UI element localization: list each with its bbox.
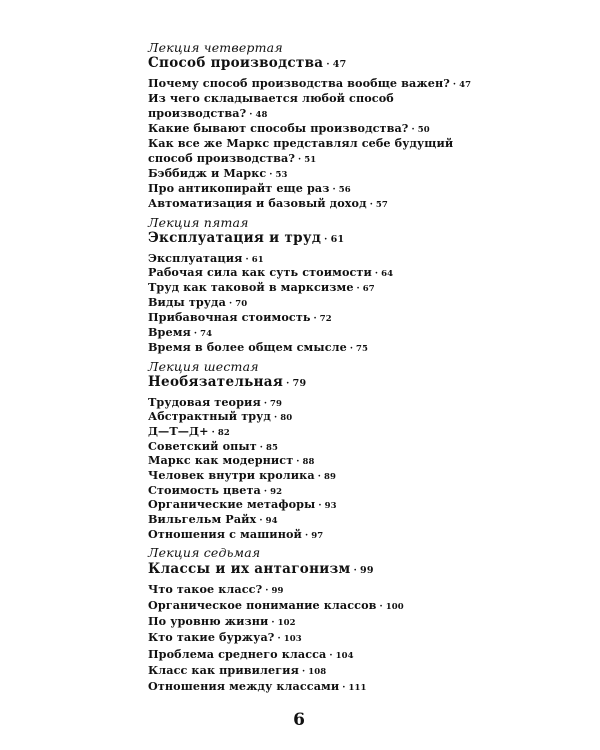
separator-dot: · [249, 109, 253, 120]
separator-dot: · [265, 585, 269, 596]
separator-dot: · [245, 254, 249, 265]
toc-entry-text: Почему способ производства вообще важен? [148, 75, 450, 90]
page-ref: 100 [385, 601, 404, 612]
separator-dot: · [452, 79, 457, 90]
page-ref: 88 [302, 457, 315, 468]
lecture-label: Лекция шестая [148, 358, 259, 374]
toc-entry-text: Отношения между классами [148, 679, 340, 694]
separator-dot: · [259, 516, 263, 527]
toc-entry-text: Время [148, 325, 191, 339]
toc-entry [148, 598, 404, 615]
toc-entry-text: Рабочая сила как суть стоимости [148, 265, 372, 280]
separator-dot: · [313, 314, 317, 325]
page-ref: 61 [251, 254, 264, 265]
page-ref: 48 [255, 109, 268, 120]
separator-dot: · [263, 486, 268, 497]
separator-dot: · [411, 124, 415, 135]
page-ref: 99 [360, 565, 374, 576]
lecture-label: Лекция пятая [148, 214, 249, 230]
page-ref: 56 [338, 185, 351, 196]
toc-entry-text: Прибавочная стоимость [148, 310, 311, 325]
separator-dot: · [329, 650, 333, 661]
toc-entry [148, 136, 453, 168]
lecture-title [148, 230, 344, 248]
toc-entry [148, 582, 284, 599]
toc-entry-text: Из чего складывается любой способ производства? [148, 90, 394, 120]
toc-entry-text: Класс как привилегия [148, 663, 299, 677]
toc-entry-text: Отношения с машиной [148, 526, 302, 541]
separator-dot: · [324, 235, 328, 245]
page-ref: 104 [335, 650, 354, 661]
toc-entry-text: Бэббидж и Маркс [148, 166, 267, 181]
separator-dot: · [263, 398, 268, 409]
lecture-title [148, 374, 306, 392]
separator-dot: · [211, 427, 215, 438]
toc-entry [148, 630, 302, 647]
page-ref: 85 [266, 442, 279, 453]
toc-entry-text: Кто такие буржуа? [148, 630, 275, 645]
page-ref: 79 [292, 378, 307, 389]
separator-dot: · [332, 185, 336, 196]
toc-entry-text: Проблема среднего класса [148, 646, 327, 661]
page-ref: 82 [217, 427, 230, 438]
separator-dot: · [317, 472, 321, 482]
separator-dot: · [273, 413, 278, 424]
lecture-label: Лекция седьмая [148, 544, 261, 560]
lecture-title-text: Способ производства [148, 55, 324, 71]
separator-dot: · [374, 269, 379, 280]
separator-dot: · [326, 60, 330, 70]
page-ref: 72 [319, 314, 332, 325]
page-ref: 51 [304, 154, 317, 165]
separator-dot: · [318, 501, 322, 512]
toc-entry-text: По уровню жизни [148, 614, 269, 629]
toc-entry-text: Трудовая теория [148, 394, 261, 409]
separator-dot: · [271, 618, 275, 629]
toc-entry-text: Эксплуатация [148, 250, 243, 265]
separator-dot: · [269, 170, 273, 181]
page-ref: 70 [235, 299, 248, 310]
separator-dot: · [356, 284, 360, 295]
toc-entry-text: Человек внутри кролика [148, 468, 315, 482]
toc-entry-text: Вильгельм Райх [148, 512, 257, 527]
toc-entry-text: Что такое класс? [148, 581, 263, 596]
page-ref: 102 [277, 618, 296, 629]
toc-entry-text: Труд как таковой в марксизме [148, 280, 354, 295]
separator-dot: · [379, 601, 383, 612]
page-ref: 64 [381, 269, 394, 280]
page-number: 6 [293, 710, 305, 730]
lecture-label: Лекция четвертая [148, 39, 283, 55]
lecture-title [148, 55, 347, 73]
separator-dot: · [369, 200, 373, 211]
page-ref: 80 [280, 413, 293, 424]
toc-entry-text: Про антикопирайт еще раз [148, 181, 330, 196]
separator-dot: · [286, 379, 290, 389]
toc-entry [148, 647, 354, 664]
page-ref: 53 [275, 170, 288, 181]
page-ref: 89 [323, 472, 336, 482]
toc-entry-text: Виды труда [148, 295, 226, 310]
page-ref: 111 [348, 683, 367, 694]
separator-dot: · [193, 329, 198, 339]
lecture-title-text: Необязательная [148, 374, 284, 390]
lecture-title-text: Эксплуатация и труд [148, 230, 322, 246]
page-ref: 97 [311, 530, 324, 541]
separator-dot: · [304, 530, 309, 541]
page-ref: 61 [330, 234, 345, 245]
toc-entry-text: Время в более общем смысле [148, 339, 347, 354]
lecture-title [148, 561, 374, 579]
page-ref: 57 [375, 200, 388, 211]
toc-entry [148, 91, 394, 123]
separator-dot: · [353, 566, 357, 576]
separator-dot: · [259, 442, 264, 453]
toc-entry [148, 663, 326, 680]
page-ref: 79 [270, 398, 283, 409]
page-ref: 67 [362, 284, 375, 295]
toc-entry-text: Автоматизация и базовый доход [148, 196, 367, 211]
toc-entry-text: Абстрактный труд [148, 409, 271, 424]
separator-dot: · [228, 299, 233, 310]
separator-dot: · [277, 634, 281, 645]
toc-entry [148, 614, 296, 631]
toc-entry-text: Стоимость цвета [148, 482, 261, 497]
toc-entry-text: Как все же Маркс представлял себе будущий способ производства? [148, 135, 454, 165]
toc-entry [148, 679, 367, 696]
separator-dot: · [298, 154, 302, 165]
page-ref: 92 [270, 486, 283, 497]
toc-entry-text: Маркс как модернист [148, 453, 294, 468]
page-ref: 94 [265, 516, 278, 527]
separator-dot: · [296, 457, 300, 468]
separator-dot: · [301, 667, 306, 677]
page-ref: 47 [459, 79, 472, 90]
toc-entry-text: Д—Т—Д+ [148, 423, 209, 438]
toc-entry-text: Органическое понимание классов [148, 597, 377, 612]
page-ref: 47 [332, 59, 347, 70]
lecture-title-text: Классы и их антагонизм [148, 561, 351, 577]
page-ref: 75 [356, 343, 369, 354]
page-ref: 50 [417, 124, 430, 135]
separator-dot: · [342, 683, 346, 694]
page-ref: 103 [283, 634, 302, 645]
toc-entry [148, 340, 368, 357]
page-ref: 108 [308, 667, 327, 677]
toc-entry [148, 196, 388, 213]
toc-entry-text: Советский опыт [148, 438, 257, 453]
toc-entry [148, 527, 323, 544]
page-ref: 99 [271, 585, 284, 596]
toc-entry-text: Органические метафоры [148, 497, 316, 512]
page-ref: 74 [200, 329, 213, 339]
page-ref: 93 [324, 501, 337, 512]
separator-dot: · [349, 343, 354, 354]
toc-entry-text: Какие бывают способы производства? [148, 120, 409, 135]
